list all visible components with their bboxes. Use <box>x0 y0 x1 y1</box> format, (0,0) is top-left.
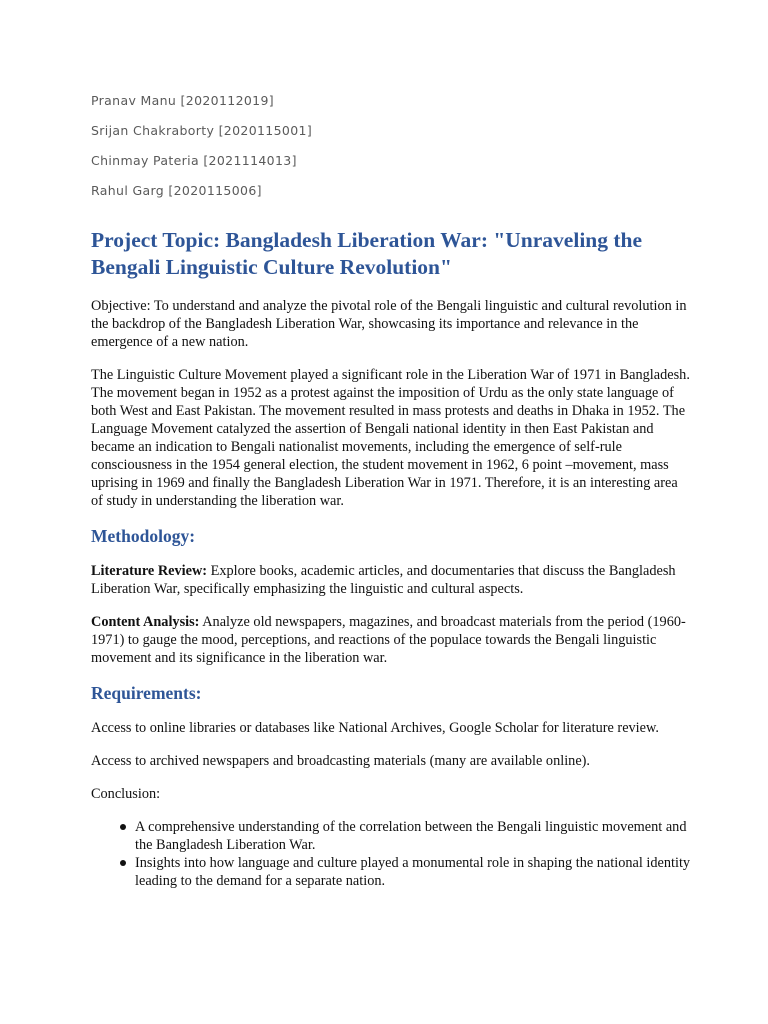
methodology-content-analysis <box>91 613 691 667</box>
author-line: Rahul Garg [2020115006] <box>91 183 262 198</box>
requirement-item: Access to archived newspapers and broadcasting materials (many are available online). <box>91 753 590 769</box>
conclusion-bullet-item <box>135 854 691 890</box>
literature-review-label: Literature Review: <box>91 563 208 579</box>
conclusion-bullet-list <box>91 818 691 890</box>
literature-review-text: Explore books, academic articles, and documentaries that discuss the Bangladesh Liberation War, specifically emphasizing the linguistic and cultural aspects. <box>91 563 676 597</box>
conclusion-label: Conclusion: <box>91 786 161 802</box>
requirements-heading: Requirements: <box>91 683 202 703</box>
author-list <box>91 92 691 212</box>
document-page <box>91 92 691 890</box>
conclusion-bullet-text: A comprehensive understanding of the correlation between the Bengali linguistic movement and the Bangladesh Liberation War. <box>135 819 687 853</box>
content-analysis-text: Analyze old newspapers, magazines, and broadcast materials from the period (1960-1971) to gauge the mood, perceptions, and reactions of the populace towards the Bengali linguistic movement and its significance in the liberation war. <box>91 614 686 666</box>
project-title: Project Topic: Bangladesh Liberation War: "Unraveling the Bengali Linguistic Culture Revolution" <box>91 228 643 279</box>
objective-paragraph: Objective: To understand and analyze the pivotal role of the Bengali linguistic and cultural revolution in the backdrop of the Bangladesh Liberation War, showcasing its importance and relevance in the emergence of a new nation. <box>91 298 687 350</box>
author-line: Pranav Manu [2020112019] <box>91 93 275 108</box>
background-paragraph: The Linguistic Culture Movement played a significant role in the Liberation War of 1971 in Bangladesh. The movement began in 1952 as a protest against the imposition of Urdu as the only state language of both West and East Pakistan. The movement resulted in mass protests and deaths in Dhaka in 1952. The Language Movement catalyzed the assertion of Bengali national identity in then East Pakistan and became an indication to Bengali nationalist movements, including the emergence of self-rule consciousness in the 1954 general election, the student movement in 1962, 6 point –movement, mass uprising in 1969 and finally the Bangladesh Liberation War in 1971. Therefore, it is an interesting area of study in understanding the liberation war. <box>91 367 690 509</box>
content-analysis-label: Content Analysis: <box>91 614 200 630</box>
conclusion-bullet-item <box>135 818 691 854</box>
author-line: Srijan Chakraborty [2020115001] <box>91 123 313 138</box>
bullet-icon <box>120 860 126 866</box>
methodology-heading: Methodology: <box>91 526 196 546</box>
requirement-item: Access to online libraries or databases like National Archives, Google Scholar for literature review. <box>91 720 659 736</box>
bullet-icon <box>120 824 126 830</box>
conclusion-bullet-text: Insights into how language and culture played a monumental role in shaping the national identity leading to the demand for a separate nation. <box>135 855 691 889</box>
author-line: Chinmay Pateria [2021114013] <box>91 153 297 168</box>
methodology-literature-review <box>91 562 691 598</box>
